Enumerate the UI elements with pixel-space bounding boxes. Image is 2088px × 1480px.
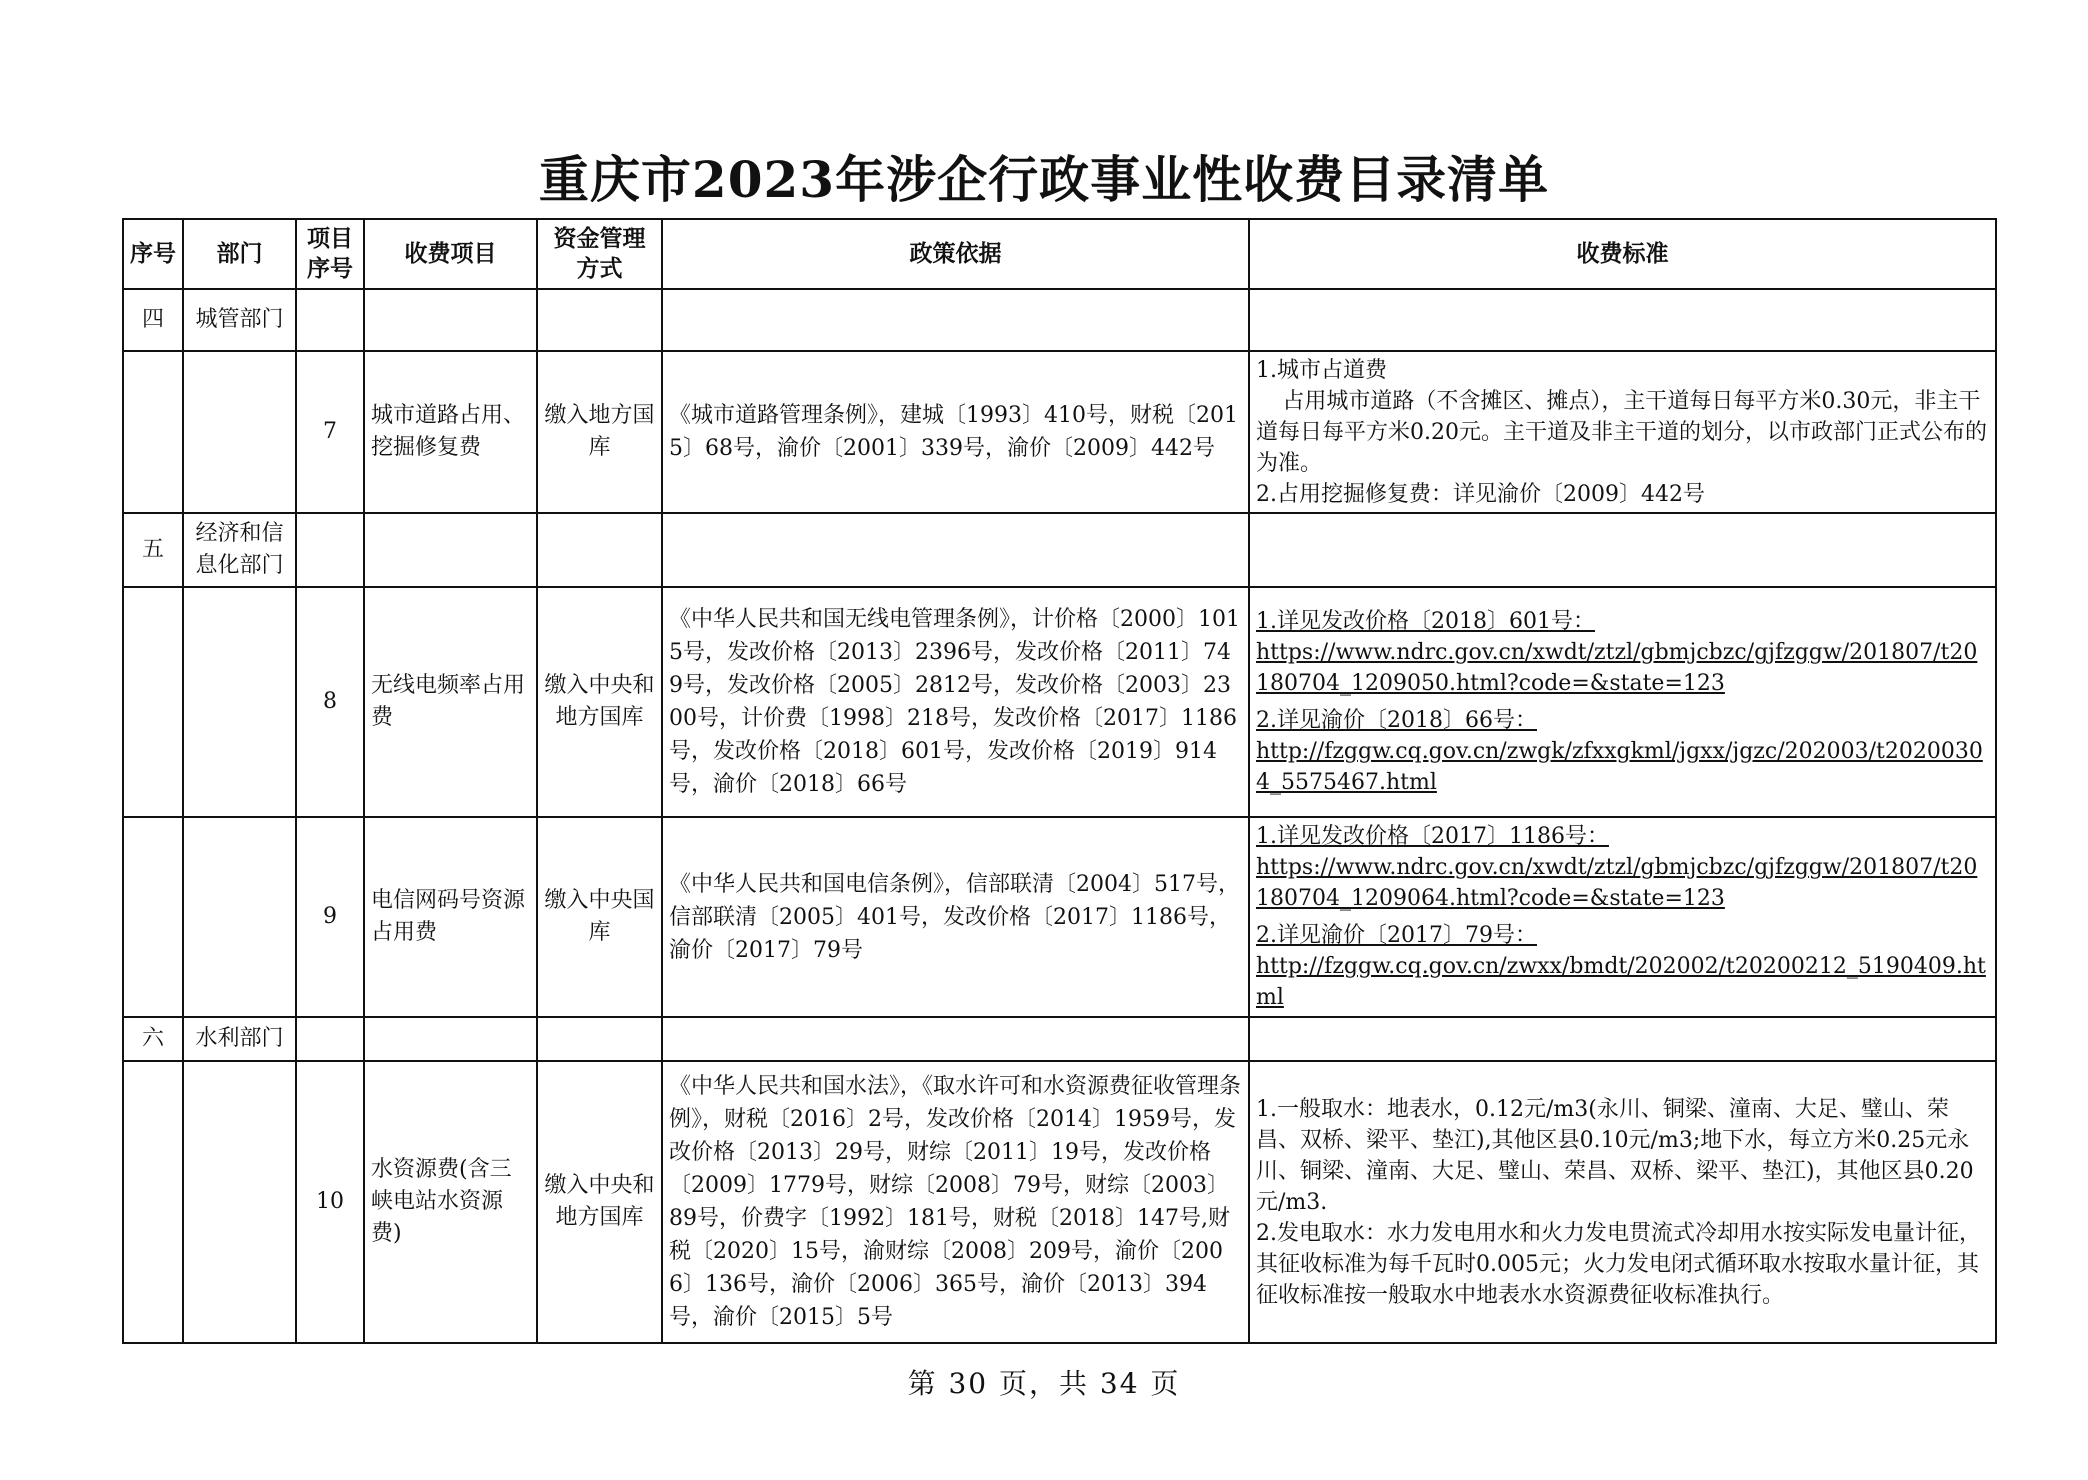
fund-method: 缴入中央国库 (537, 817, 662, 1017)
item-seq: 7 (296, 351, 364, 513)
standard-link[interactable]: http://fzggw.cq.gov.cn/zwxx/bmdt/202002/t20200212_5190409.html (1256, 954, 1986, 1010)
header-item: 收费项目 (364, 219, 537, 289)
standard-line: 2.详见渝价〔2018〕66号： (1256, 708, 1537, 733)
header-basis: 政策依据 (662, 219, 1249, 289)
policy-basis: 《中华人民共和国无线电管理条例》，计价格〔2000〕1015号，发改价格〔2013〕2396号，发改价格〔2011〕749号，发改价格〔2005〕2812号，发改价格〔2003〕2300号，计价费〔1998〕218号，发改价格〔2017〕1186号，发改价格〔2018〕601号，发改价格〔2019〕914号，渝价〔2018〕66号 (662, 587, 1249, 817)
fee-standard (1249, 817, 1996, 1017)
standard-link[interactable]: http://fzggw.cq.gov.cn/zwgk/zfxxgkml/jgxx/jgzc/202003/t20200304_5575467.html (1256, 739, 1983, 795)
section-number: 六 (123, 1017, 183, 1061)
item-name: 水资源费(含三峡电站水资源费) (364, 1061, 537, 1343)
item-name: 电信网码号资源占用费 (364, 817, 537, 1017)
document-title: 重庆市2023年涉企行政事业性收费目录清单 (538, 150, 1550, 209)
header-item-seq: 项目序号 (296, 219, 364, 289)
header-dept: 部门 (183, 219, 296, 289)
item-name: 无线电频率占用费 (364, 587, 537, 817)
policy-basis: 《中华人民共和国水法》，《取水许可和水资源费征收管理条例》，财税〔2016〕2号，发改价格〔2014〕1959号，发改价格〔2013〕29号，财综〔2011〕19号，发改价格〔2009〕1779号，财综〔2008〕79号，财综〔2003〕89号，价费字〔1992〕181号，财税〔2018〕147号,财税〔2020〕15号，渝财综〔2008〕209号，渝价〔2006〕136号，渝价〔2006〕365号，渝价〔2013〕394号，渝价〔2015〕5号 (662, 1061, 1249, 1343)
standard-line: 1.城市占道费 (1256, 357, 1387, 383)
fee-standard (1249, 587, 1996, 817)
fund-method: 缴入中央和地方国库 (537, 1061, 662, 1343)
standard-line: 1.详见发改价格〔2017〕1186号： (1256, 824, 1609, 849)
item-name: 城市道路占用、挖掘修复费 (364, 351, 537, 513)
standard-line: 1.一般取水：地表水，0.12元/m3(永川、铜梁、潼南、大足、璧山、荣昌、双桥、梁平、垫江),其他区县0.10元/m3;地下水，每立方米0.25元永川、铜梁、潼南、大足、璧山、荣昌、双桥、梁平、垫江)，其他区县0.20元/m3. (1256, 1096, 1974, 1215)
header-row (123, 219, 1996, 289)
policy-basis: 《城市道路管理条例》，建城〔1993〕410号，财税〔2015〕68号，渝价〔2001〕339号，渝价〔2009〕442号 (662, 351, 1249, 513)
section-row (123, 289, 1996, 351)
fee-table (122, 218, 1997, 1344)
header-standard: 收费标准 (1249, 219, 1996, 289)
header-seq: 序号 (123, 219, 183, 289)
standard-line: 占用城市道路（不含摊区、摊点），主干道每日每平方米0.30元，非主干道每日每平方米0.20元。主干道及非主干道的划分，以市政部门正式公布的为准。 (1256, 388, 1987, 476)
section-dept: 水利部门 (183, 1017, 296, 1061)
standard-line: 2.详见渝价〔2017〕79号： (1256, 923, 1537, 948)
table-row (123, 587, 1996, 817)
fund-method: 缴入地方国库 (537, 351, 662, 513)
fee-standard (1249, 1061, 1996, 1343)
section-number: 五 (123, 513, 183, 587)
standard-link[interactable]: https://www.ndrc.gov.cn/xwdt/ztzl/gbmjcbzc/gjfzggw/201807/t20180704_1209050.html?code=&state=123 (1256, 640, 1978, 696)
section-dept: 城管部门 (183, 289, 296, 351)
standard-line: 2.发电取水：水力发电用水和火力发电贯流式冷却用水按实际发电量计征，其征收标准为每千瓦时0.005元；火力发电闭式循环取水按取水量计征，其征收标准按一般取水中地表水水资源费征收标准执行。 (1256, 1220, 1981, 1308)
fund-method: 缴入中央和地方国库 (537, 587, 662, 817)
section-number: 四 (123, 289, 183, 351)
standard-link[interactable]: https://www.ndrc.gov.cn/xwdt/ztzl/gbmjcbzc/gjfzggw/201807/t20180704_1209064.html?code=&state=123 (1256, 855, 1978, 911)
standard-line: 1.详见发改价格〔2018〕601号： (1256, 609, 1595, 634)
standard-line: 2.占用挖掘修复费：详见渝价〔2009〕442号 (1256, 481, 1705, 507)
item-seq: 8 (296, 587, 364, 817)
table-row (123, 817, 1996, 1017)
policy-basis: 《中华人民共和国电信条例》，信部联清〔2004〕517号，信部联清〔2005〕401号，发改价格〔2017〕1186号，渝价〔2017〕79号 (662, 817, 1249, 1017)
header-fund: 资金管理方式 (537, 219, 662, 289)
page-footer: 第 30 页，共 34 页 (907, 1367, 1181, 1400)
table-row (123, 351, 1996, 513)
table-row (123, 1061, 1996, 1343)
item-seq: 9 (296, 817, 364, 1017)
fee-standard (1249, 351, 1996, 513)
section-dept: 经济和信息化部门 (183, 513, 296, 587)
section-row (123, 513, 1996, 587)
item-seq: 10 (296, 1061, 364, 1343)
section-row (123, 1017, 1996, 1061)
